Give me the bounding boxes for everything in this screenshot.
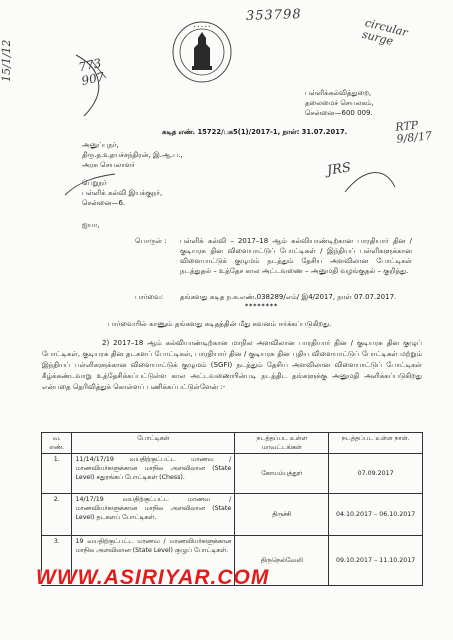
row-district: திருச்சி (235, 494, 329, 536)
row-date: 07.09.2017 (329, 454, 423, 494)
row-event: 14/17/19 வயதிற்குட்பட்ட மாணவ / மாணவியர்களுக்கான மாநில அளவிலான (State Level) தடகளப் போட்டிகள். (72, 494, 235, 536)
table-row (42, 454, 423, 494)
government-emblem (170, 18, 234, 84)
sender-office2: தலைமைச் செயலகம், (305, 99, 374, 107)
ref-label: பார்வை: (135, 293, 164, 301)
row-no: 3. (42, 536, 72, 586)
letter-reference: கடித எண். 15722/பக5(1)/2017-1, நாள்: 31.07.2017. (162, 128, 348, 136)
handwritten-note-top-right: circular surge (360, 16, 410, 49)
col-header-event: போட்டிகள் (72, 433, 235, 454)
pen-stroke-icon (60, 170, 120, 200)
pen-arrow-icon (340, 162, 400, 202)
from-title: அரசு செயலாளர் (82, 161, 135, 169)
pen-mark-icon (66, 50, 116, 125)
sender-address (305, 88, 374, 118)
row-event: 11/14/17/19 வயதிற்குட்பட்ட மாணவ / மாணவியர்களுக்கான மாநில அளவிலான (State Level) சதுரங்கப் போட்டிகள் (Chess). (72, 454, 235, 494)
handwritten-initials: JRS (326, 160, 352, 179)
sender-office: பள்ளிக்கல்வித்துறை, (305, 89, 372, 97)
to-label: பெறுநர் (82, 179, 107, 187)
row-event: 19 வயதிற்குட்பட்ட மாணவ / மாணவியர்களுக்கான மாநில அளவிலான (State Level) குழுப் போட்டிகள். (72, 536, 235, 586)
table-row (42, 494, 423, 536)
sender-city: சென்னை—600 009. (305, 109, 373, 117)
from-name: திரு.த.உதயச்சந்திரன், இ.ஆ.ப., (82, 151, 183, 159)
row-no: 2. (42, 494, 72, 536)
salutation: ஐயா, (82, 221, 100, 229)
table-header-row (42, 433, 423, 454)
to-office: பள்ளிக் கல்வி இயக்குநர், (82, 189, 163, 197)
ref-text: தங்களது கடித ந.க.எண்.038289/எம்/ இ4/2017, நாள் 07.07.2017. (180, 293, 397, 301)
row-district: திருநெல்வேலி (235, 536, 329, 586)
handwritten-margin-note: 773 907 (77, 55, 106, 89)
row-district: கோயம்புத்தூர் (235, 454, 329, 494)
row-date: 04.10.2017 – 06.10.2017 (329, 494, 423, 536)
handwritten-margin-date: 15/1/12 (0, 39, 13, 82)
watermark: WWW.ASIRIYAR.COM (36, 566, 270, 589)
col-header-district: நடத்தப்பட உள்ள மாவட்டங்கள் (235, 433, 329, 454)
emblem-icon (170, 18, 234, 84)
events-table (41, 432, 423, 586)
handwritten-right-date: RTP 9/8/17 (394, 118, 433, 146)
stars-divider: ******** (245, 303, 279, 310)
row-date: 09.10.2017 – 11.10.2017 (329, 536, 423, 586)
stamp-number: 353798 (245, 7, 302, 24)
col-header-date: நடத்தப்பட உள்ள நாள். (329, 433, 423, 454)
svg-text:• • • • •: • • • • • (193, 24, 211, 29)
subject-text: பள்ளிக் கல்வி – 2017–18 ஆம் கல்வியாண்டிற்கான பாரதியார் தின / குடியரசு தின விளையாட்டுப் போட்டிகள் / இந்தியப் பள்ளிகளுக்கான விளையாட்டுக் குழுமம் நடத்தும் தேசிய அளவிலான போட்டிகள் நடத்துதல் – உத்தேச கால அட்டவணை – அனுமதி வழங்குதல் – குறித்து. (180, 237, 412, 275)
subject-label: பொருள் : (135, 237, 167, 245)
paragraph-2: 2) 2017–18 ஆம் கல்வியாண்டிற்கான மாநில அளவிலான பாரதியார் தின / குடியரசு தின குழுப் போட்டிகள், குடியரசு தின தடகளப் போட்டிகள், பாரதியார் தின / குடியரசு தின புதிய விளையாட்டுப் போட்டிகள் மற்றும் இந்தியப் பள்ளிகளுக்கான விளையாட்டுக் குழுமம் (SGFI) நடத்தும் தேசிய அளவிலான விளையாட்டுப் போட்டிகள் கீழ்க்கண்டவாறு உத்தேசிக்கப்பட்டுள்ள கால அட்டவணையின்படி நடத்திட தங்களுக்கு அனுமதி அளிக்கப்படுகிறது என்பதை தெரிவித்துக் கொள்ளப் பணிக்கப்பட்டுள்ளேன் :- (42, 339, 422, 391)
to-city: சென்னை—6. (82, 199, 126, 207)
row-no: 1. (42, 454, 72, 494)
from-block (82, 140, 183, 170)
from-label: அனுப்புநர், (82, 141, 119, 149)
paragraph-1: பார்வையில் காணும் தங்களது கடிதத்தின் மீது கவனம் ஈர்க்கப்படுகிறது. (108, 320, 332, 328)
col-header-no: வ. எண். (42, 433, 72, 454)
